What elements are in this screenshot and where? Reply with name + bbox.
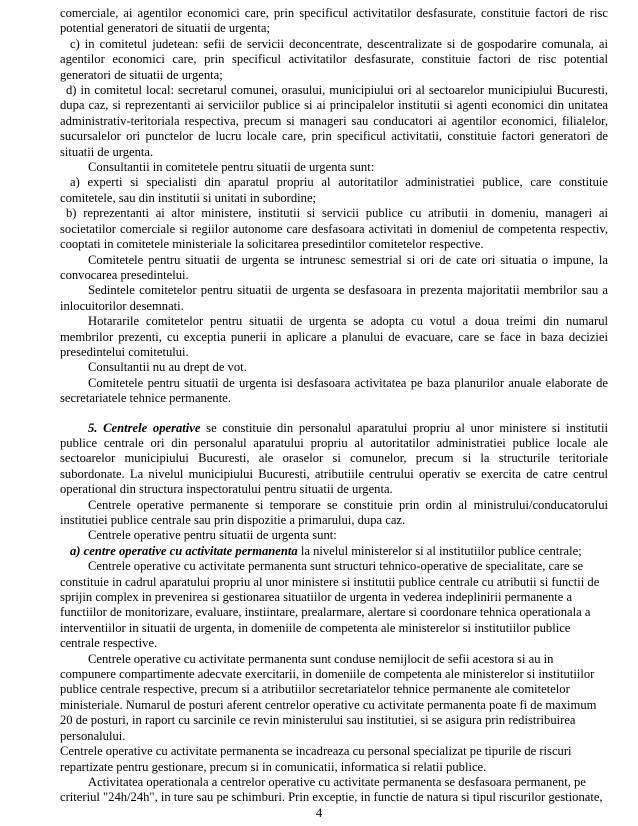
section-heading: 5. Centrele operative — [88, 420, 201, 435]
paragraph: Consultantii nu au drept de vot. — [88, 360, 247, 375]
list-item-a — [60, 544, 608, 559]
paragraph: Activitatea operationala a centrelor operative cu activitate permanenta se desfasoara permanent, pe criteriul "24h/24h", in ture sau pe schimburi. Prin exceptie, in functie de natura si tipul riscurilor gestionate, — [60, 774, 603, 805]
section-spacer — [60, 407, 608, 421]
paragraph: b) reprezentanti ai altor ministere, institutii si servicii publice cu atributii in domeniu, manageri ai societatilor comerciale si regiilor autonome care desfasoara activitati in domeniul de competenta respectiv, cooptati in comitetele ministeriale la solicitarea presedintilor comitetelor respective. — [60, 206, 608, 252]
paragraph: a) experti si specialisti din aparatul propriu al autoritatilor administratiei publice, care constituie comitetele, sau din institutii si unitati in subordine; — [60, 175, 608, 205]
paragraph: Comitetele pentru situatii de urgenta se intrunesc semestrial si ori de cate ori situatia o impune, la convocarea presedintelui. — [60, 252, 608, 282]
paragraph: comerciale, ai agentilor economici care, prin specificul activitatilor desfasurate, constituie factori de risc potential generatori de situatii de urgenta; — [60, 6, 608, 36]
paragraph: Hotararile comitetelor pentru situatii de urgenta se adopta cu votul a doua treimi din numarul membrilor prezenti, cu exceptia punerii in aplicare a planului de evacuare, care se face in baza deciziei presedintelui comitetului. — [60, 314, 608, 359]
list-item-text: la nivelul ministerelor si al institutiilor publice centrale; — [297, 543, 582, 558]
section-5-paragraph — [60, 421, 608, 498]
list-item-label: a) centre operative cu activitate permanenta — [70, 543, 298, 558]
paragraph: c) in comitetul judetean: sefii de servicii deconcentrate, descentralizate si de gospodarire comunala, ai agentilor economici care, prin specificul activitatilor desfasurate, constituie factori de risc potential generatori de situatii de urgenta; — [60, 36, 608, 82]
paragraph: Centrele operative pentru situatii de urgenta sunt: — [88, 528, 337, 543]
page-number: 4 — [315, 806, 323, 820]
paragraph: d) in comitetul local: secretarul comunei, orasului, municipiului ori al sectoarelor municipiului Bucuresti, dupa caz, si reprezentanti ai serviciilor publice si ai principalelor institutii si agenti economici din unitatea administrativ-teritoriala respectiva, precum si manageri sau conducatori ai agentilor economici, filialelor, sucursalelor ori punctelor de lucru locale care, prin specificul activitatii, constituie factori generatori de situatii de urgenta. — [60, 83, 608, 159]
paragraph: Centrele operative cu activitate permanenta sunt conduse nemijlocit de sefii acestora si au in compunere compartimente adecvate exercitarii, in domeniile de competenta ale ministerelor si institutiilor publice centrale respective, precum si a atributiilor secretariatelor tehnice permanente ale comitetelor ministeriale. Numarul de posturi aferent centrelor operative cu activitate permanenta poate fi de maximum 20 de posturi, in raport cu sarcinile ce revin ministerului sau institutiei, si se asigura prin redistribuirea personalului. — [60, 651, 597, 743]
paragraph: Consultantii in comitetele pentru situatii de urgenta sunt: — [88, 160, 375, 175]
section-body: se constituie din personalul aparatului propriu al unor ministere si institutii publice centrale ori din personalul aparatului propriu al autoritatilor administratiei publice locale ale sectoarelor municipiului Bucuresti, ale oraselor si comunelor, precum si la structurile teritoriale subordonate. La nivelul municipiului Bucuresti, atributiile centrului operativ se exercita de catre centrul operational din structura inspectoratului pentru situatii de urgenta. — [60, 420, 609, 497]
document-page — [60, 6, 608, 806]
paragraph: Centrele operative permanente si temporare se constituie prin ordin al ministrului/conducatorului institutiei publice centrale sau prin dispozitie a primarului, dupa caz. — [60, 497, 608, 527]
paragraph: Centrele operative cu activitate permanenta se incadreaza cu personal specializat pe tipurile de riscuri repartizate pentru gestionare, precum si in comunicatii, informatica si relatii publice. — [60, 744, 572, 774]
paragraph: Sedintele comitetelor pentru situatii de urgenta se desfasoara in prezenta majoritatii membrilor sau a inlocuitorilor desemnati. — [60, 283, 608, 313]
paragraph: Comitetele pentru situatii de urgenta isi desfasoara activitatea pe baza planurilor anuale elaborate de secretariatele tehnice permanente. — [60, 375, 608, 406]
paragraph: Centrele operative cu activitate permanenta sunt structuri tehnico-operative de specialitate, care se constituie in cadrul aparatului propriu al unor ministere si institutii publice centrale cu atributii si functii de sprijin complex in prevenirea si gestionarea situatiilor de urgenta in vederea indeplinirii permanente a functiilor de monitorizare, evaluare, instiintare, prealarmare, alertare si coordonare tehnica operationala a interventiilor in situatii de urgenta, in domeniile de competenta ale ministerelor si institutiilor publice centrale respective. — [60, 559, 600, 651]
